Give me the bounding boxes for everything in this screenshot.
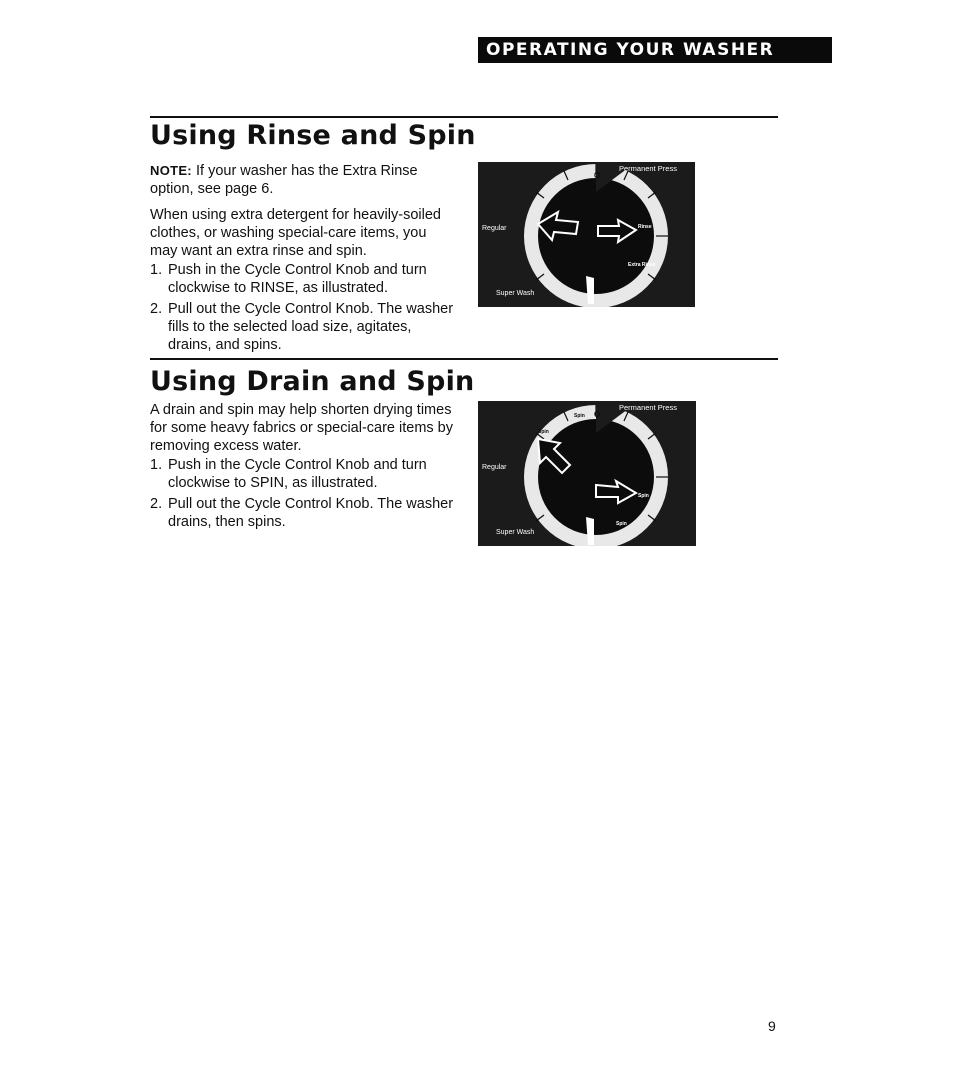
dial-label-permanent-press: Permanent Press xyxy=(619,403,677,412)
step-text: Push in the Cycle Control Knob and turn clockwise to RINSE, as illustrated. xyxy=(168,262,427,296)
dial-off-mark: O xyxy=(606,524,613,533)
list-item xyxy=(150,495,455,531)
dial-label-super-wash: Super Wash xyxy=(496,290,535,297)
rinse-note xyxy=(150,162,455,198)
dial-label-regular: Regular xyxy=(482,225,507,232)
drain-steps xyxy=(150,456,455,534)
dial-label-spin: Spin xyxy=(616,521,627,527)
rinse-spin-heading: Using Rinse and Spin xyxy=(150,120,476,151)
step-text: Pull out the Cycle Control Knob. The washer drains, then spins. xyxy=(168,496,454,530)
dial-label-spin: Spin xyxy=(538,429,549,435)
section-divider xyxy=(150,358,778,360)
section-banner: OPERATING YOUR WASHER xyxy=(478,37,832,63)
cycle-control-knob xyxy=(538,419,654,535)
drain-dial-illustration xyxy=(478,401,696,546)
dial-label-spin: Spin xyxy=(638,493,649,499)
cycle-control-knob xyxy=(538,178,654,294)
dial-label-super-wash: Super Wash xyxy=(496,529,535,536)
dial-label-spin: Spin xyxy=(574,413,585,419)
step-number: 1. xyxy=(150,457,163,473)
dial-label-regular: Regular xyxy=(482,464,507,471)
step-text: Pull out the Cycle Control Knob. The washer fills to the selected load size, agitates, drains, and spins. xyxy=(168,301,454,353)
list-item xyxy=(150,261,455,297)
drain-intro: A drain and spin may help shorten drying times for some heavy fabrics or special-care items by removing excess water. xyxy=(150,402,453,454)
note-text: If your washer has the Extra Rinse option, see page 6. xyxy=(150,163,418,197)
step-number: 2. xyxy=(150,496,163,512)
dial-off-mark: O xyxy=(594,410,601,419)
rinse-dial-illustration xyxy=(478,162,695,307)
rinse-steps xyxy=(150,261,455,357)
dial-label-permanent-press: Permanent Press xyxy=(619,164,677,173)
dial-label-extra-rinse: Extra Rinse xyxy=(628,262,656,268)
step-number: 2. xyxy=(150,301,163,317)
step-number: 1. xyxy=(150,262,163,278)
page-number: 9 xyxy=(768,1018,776,1034)
list-item xyxy=(150,300,455,354)
dial-off-mark: O xyxy=(608,283,615,292)
drain-spin-heading: Using Drain and Spin xyxy=(150,366,475,397)
section-divider xyxy=(150,116,778,118)
dial-label-rinse: Rinse xyxy=(638,224,652,230)
step-text: Push in the Cycle Control Knob and turn clockwise to SPIN, as illustrated. xyxy=(168,457,427,491)
rinse-intro: When using extra detergent for heavily-soiled clothes, or washing special-care items, you may want an extra rinse and spin. xyxy=(150,207,441,259)
dial-off-mark: O xyxy=(594,171,601,180)
note-label: NOTE: xyxy=(150,163,192,178)
list-item xyxy=(150,456,455,492)
